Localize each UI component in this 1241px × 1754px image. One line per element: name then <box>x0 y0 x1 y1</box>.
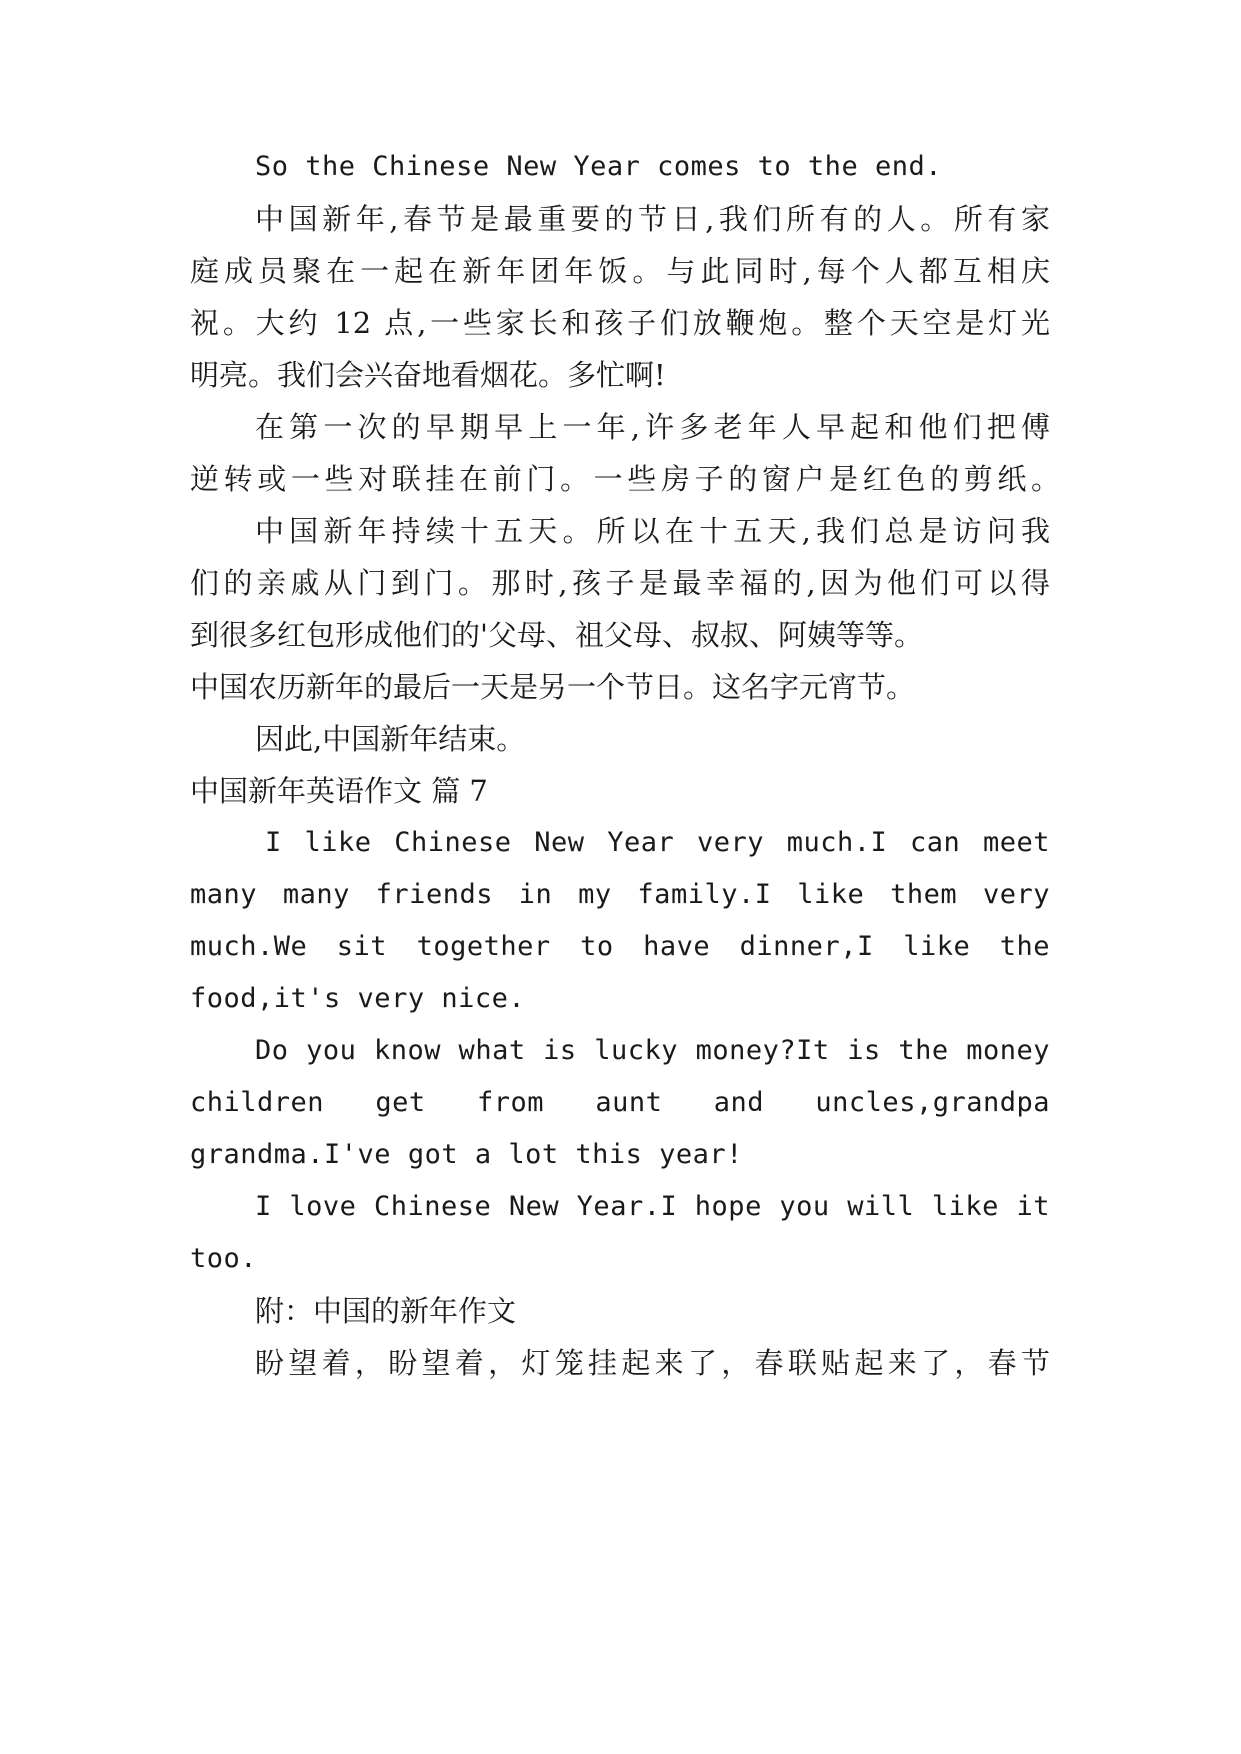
paragraph-line: many many friends in my family.I like them very <box>190 879 1050 910</box>
paragraph-line: So the Chinese New Year comes to the end. <box>255 151 942 182</box>
paragraph-line: 庭成员聚在一起在新年团年饭。与此同时,每个人都互相庆 <box>190 254 1050 288</box>
paragraph-line: 因此,中国新年结束。 <box>255 722 526 756</box>
appendix-heading: 附：中国的新年作文 <box>255 1294 517 1328</box>
paragraph-line: Do you know what is lucky money?It is the money <box>255 1035 1050 1066</box>
paragraph-line: 到很多红包形成他们的'父母、祖父母、叔叔、阿姨等等。 <box>190 618 923 652</box>
paragraph-line: I love Chinese New Year.I hope you will like it <box>255 1191 1050 1222</box>
paragraph-line: food,it's very nice. <box>190 983 526 1014</box>
paragraph-line: 们的亲戚从门到门。那时,孩子是最幸福的,因为他们可以得 <box>190 566 1050 600</box>
paragraph-line: 中国新年持续十五天。所以在十五天,我们总是访问我 <box>255 514 1050 548</box>
paragraph-line: 明亮。我们会兴奋地看烟花。多忙啊! <box>190 358 666 392</box>
section-heading: 中国新年英语作文 篇 7 <box>190 774 488 808</box>
paragraph-line: 祝。大约 12 点,一些家长和孩子们放鞭炮。整个天空是灯光 <box>190 306 1050 340</box>
paragraph-line: too. <box>190 1243 258 1274</box>
paragraph-line: much.We sit together to have dinner,I like the <box>190 931 1050 962</box>
paragraph-line: 中国农历新年的最后一天是另一个节日。这名字元宵节。 <box>190 670 916 704</box>
paragraph-line: 盼望着，盼望着，灯笼挂起来了，春联贴起来了，春节 <box>255 1346 1050 1380</box>
paragraph-line: grandma.I've got a lot this year! <box>190 1139 743 1170</box>
paragraph-line: 在第一次的早期早上一年,许多老年人早起和他们把傅 <box>255 410 1050 444</box>
paragraph-line: 中国新年,春节是最重要的节日,我们所有的人。所有家 <box>255 202 1050 236</box>
paragraph-line: 逆转或一些对联挂在前门。一些房子的窗户是红色的剪纸。 <box>190 462 1060 496</box>
paragraph-line: children get from aunt and uncles,grandpa <box>190 1087 1050 1118</box>
paragraph-line: I like Chinese New Year very much.I can meet <box>265 827 1050 858</box>
